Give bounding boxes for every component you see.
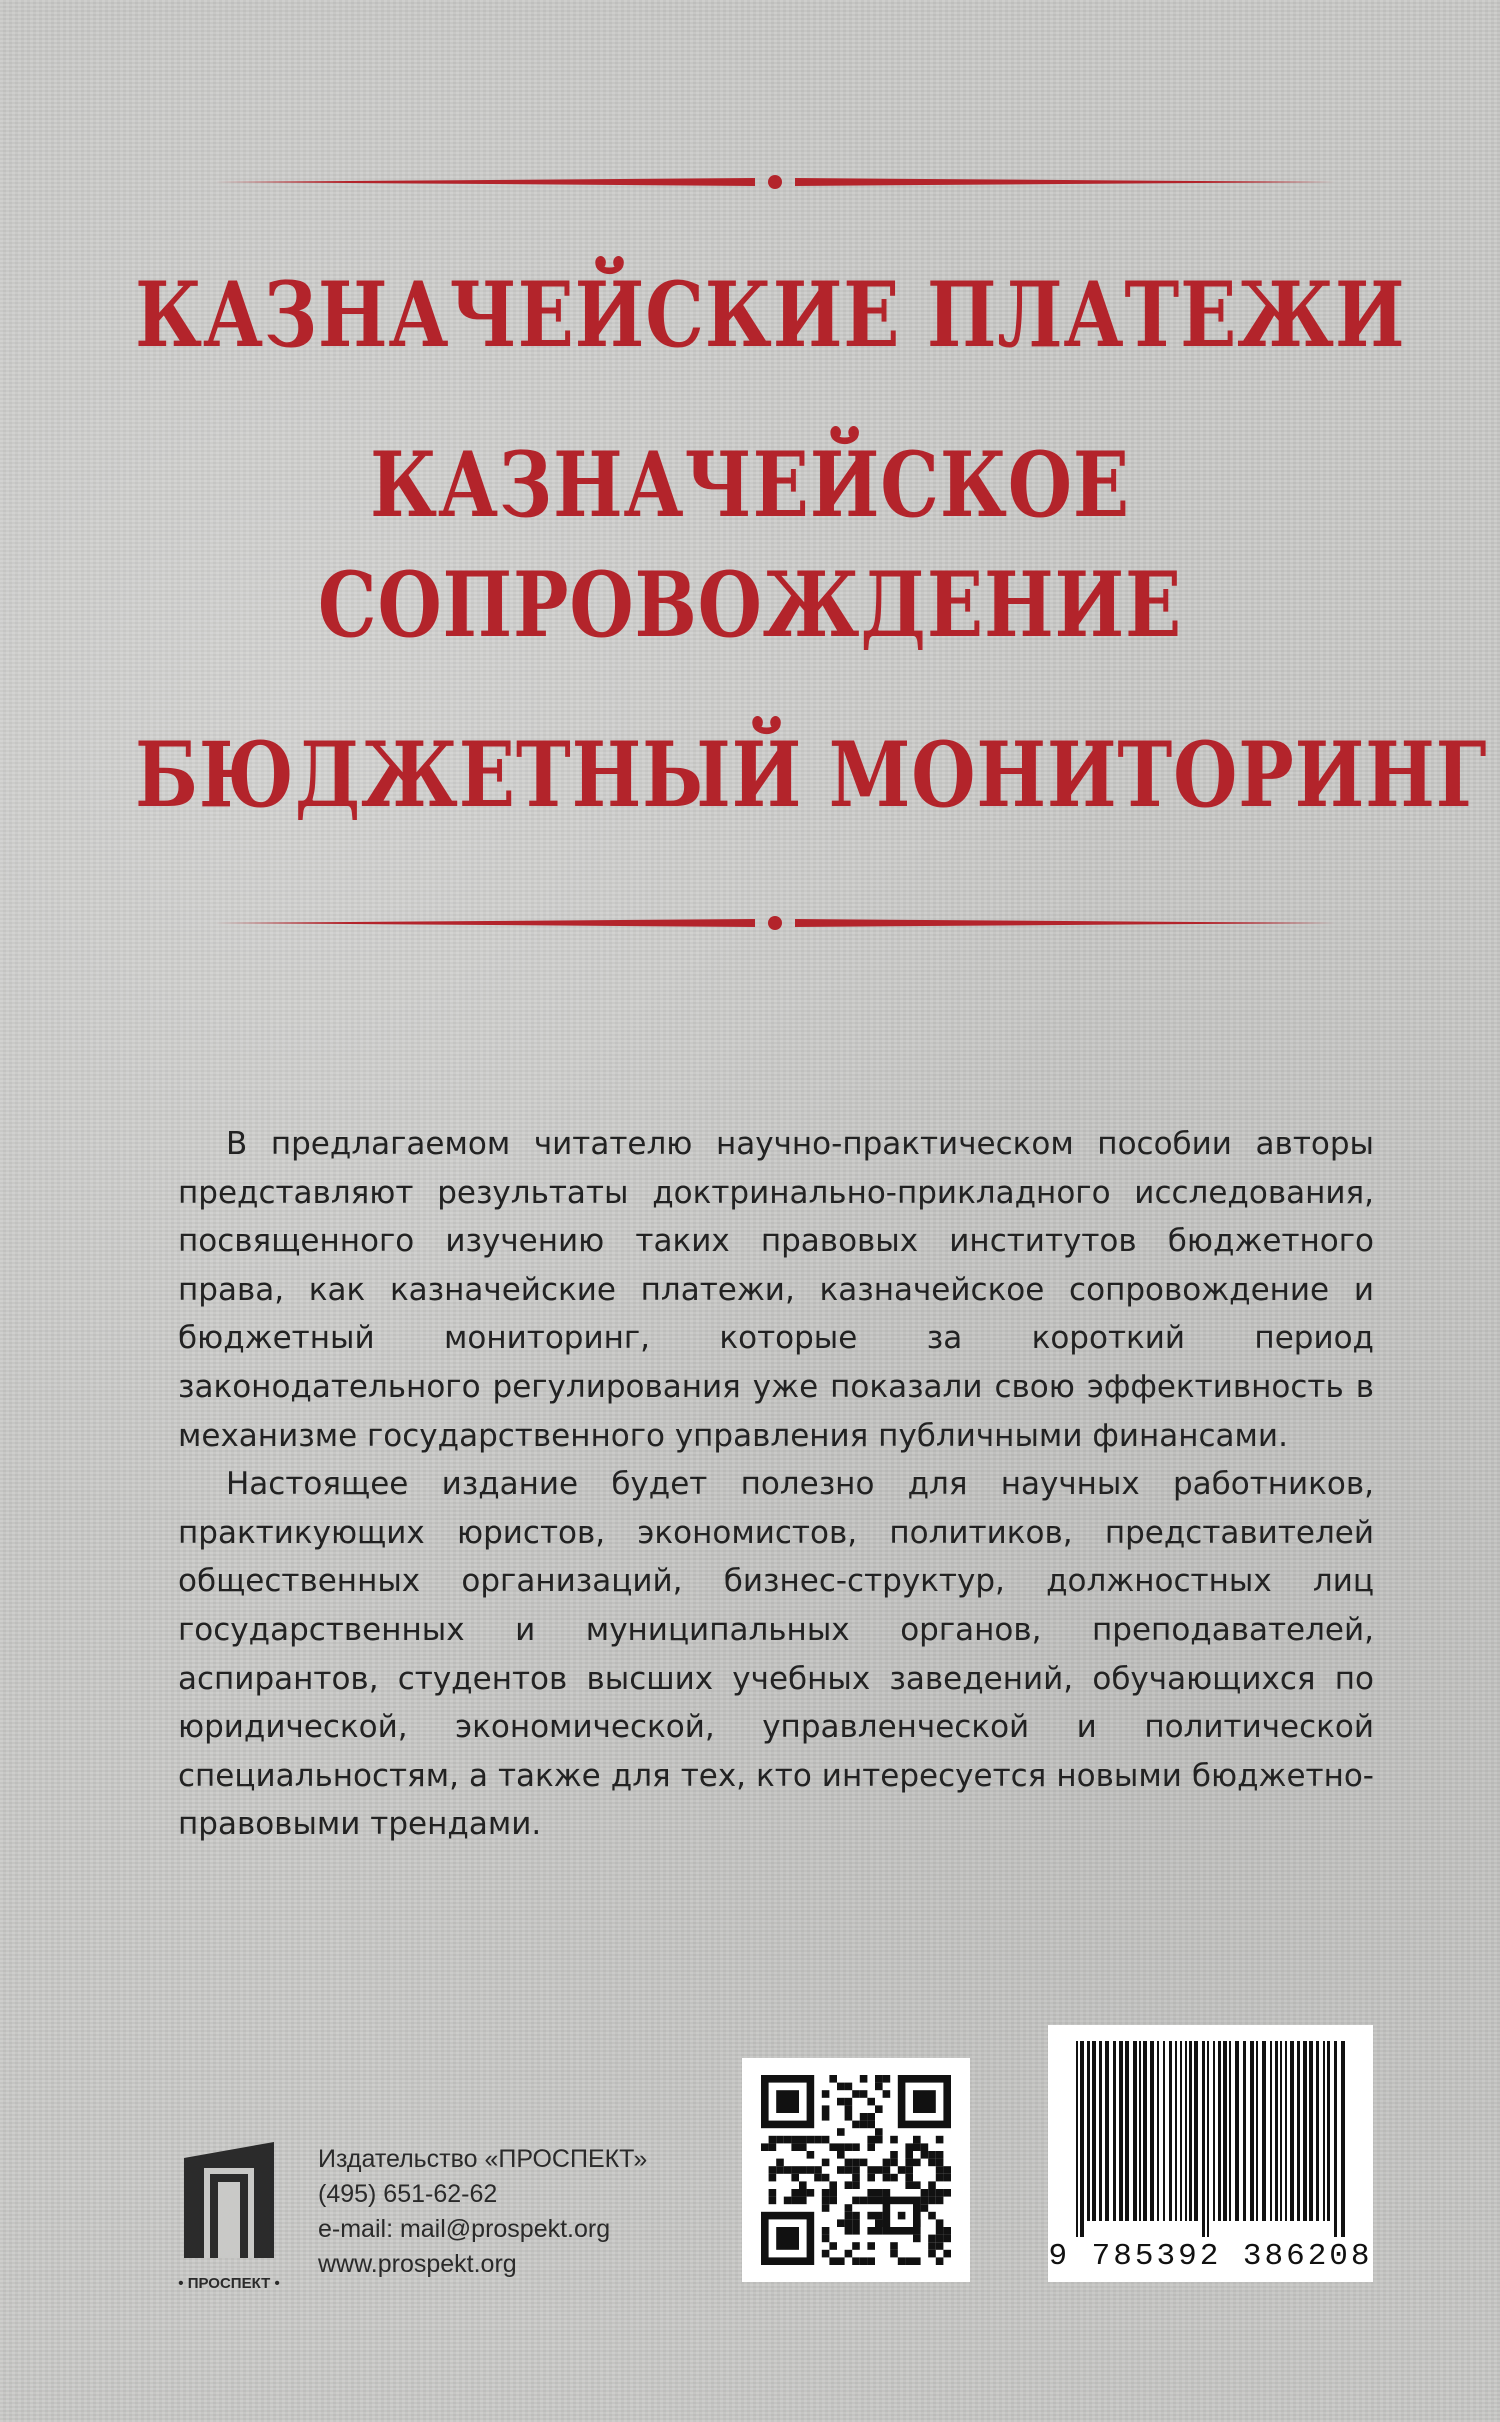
- isbn-barcode: [1048, 2025, 1373, 2282]
- title-line-3: СОПРОВОЖДЕНИЕ: [317, 552, 1183, 658]
- title-line-1: КАЗНАЧЕЙСКИЕ ПЛАТЕЖИ: [135, 262, 1406, 368]
- publisher-name: Издательство «ПРОСПЕКТ»: [318, 2145, 648, 2173]
- description-paragraph-2: Настоящее издание будет полезно для научных работников, практикующих юристов, экономистов, политиков, представителей общественных организаций, бизнес-структур, должностных лиц государственных и муниципальных органов, преподавателей, аспирантов, студентов высших учебных заведений, обучающихся по юридической, экономической, управленческой и политической специальностям, а также для тех, кто интересуется новыми бюджетно-правовыми трендами.: [178, 1466, 1374, 1843]
- publisher-phone: (495) 651-62-62: [318, 2180, 498, 2208]
- publisher-website: www.prospekt.org: [318, 2250, 517, 2278]
- publisher-contacts: [318, 2142, 647, 2282]
- description-paragraph-1: В предлагаемом читателю научно-практическом пособии авторы представляют результаты доктринально-прикладного исследования, посвященного изучению таких правовых институтов бюджетного права, как казначейские платежи, казначейское сопровождение и бюджетный мониторинг, которые за короткий период законодательного регулирования уже показали свою эффективность в механизме государственного управления публичными финансами.: [178, 1126, 1374, 1454]
- publisher-email: e-mail: mail@prospekt.org: [318, 2215, 611, 2243]
- book-description: [178, 1120, 1374, 1849]
- title-line-4: БЮДЖЕТНЫЙ МОНИТОРИНГ: [135, 722, 1488, 828]
- title-line-2: КАЗНАЧЕЙСКОЕ: [370, 432, 1130, 538]
- top-ornament-rule: [215, 172, 1335, 192]
- isbn-number: 9 785392 386208: [1048, 2239, 1373, 2274]
- publisher-logo-text: • ПРОСПЕКТ •: [178, 2275, 280, 2292]
- bottom-ornament-rule: [215, 913, 1335, 933]
- publisher-logo: [170, 2138, 288, 2298]
- qr-code: [742, 2058, 970, 2282]
